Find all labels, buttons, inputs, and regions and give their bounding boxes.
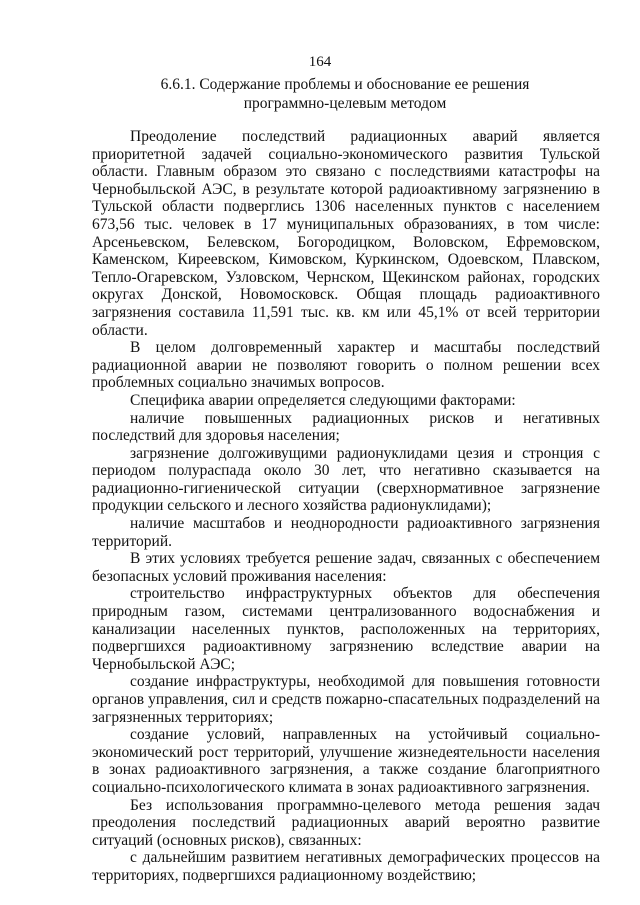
list-item: строительство инфраструктурных объектов для обеспечения природным газом, системами централизованного водоснабжения и канализации населенных пунктов, расположенных на территориях, подвергшихся радиоактивному загрязнению вследствие аварии на Чернобыльской АЭС;	[92, 585, 600, 673]
section-title	[90, 76, 600, 113]
list-item: создание инфраструктуры, необходимой для повышения готовности органов управления, сил и средств пожарно-спасательных подразделений на загрязненных территориях;	[92, 673, 600, 726]
paragraph: Преодоление последствий радиационных аварий является приоритетной задачей социально-экономического развития Тульской области. Главным образом это связано с последствиями катастрофы на Чернобыльской АЭС, в результате которой радиоактивному загрязнению в Тульской области подверглись 1306 населенных пунктов с населением 673,56 тыс. человек в 17 муниципальных образованиях, в том числе: Арсеньевском, Белевском, Богородицком, Воловском, Ефремовском, Каменском, Киреевском, Кимовском, Куркинском, Одоевском, Плавском, Тепло-Огаревском, Узловском, Чернском, Щекинском районах, городских округах Донской, Новомосковск. Общая площадь радиоактивного загрязнения составила 11,591 тыс. кв. км или 45,1% от всей территории области.	[92, 128, 600, 339]
list-item: наличие повышенных радиационных рисков и негативных последствий для здоровья населения;	[92, 409, 600, 445]
list-item: с дальнейшим развитием негативных демографических процессов на территориях, подвергшихся радиационному воздействию;	[92, 849, 600, 884]
list-item: загрязнение долгоживущими радионуклидами цезия и стронция с периодом полураспада около 30 лет, что негативно сказывается на радиационно-гигиенической ситуации (сверхнормативное загрязнение продукции сельского и лесного хозяйства радионуклидами);	[92, 444, 600, 515]
paragraph: В целом долговременный характер и масштабы последствий радиационной аварии не позволяют говорить о полном решении всех проблемных социально значимых вопросов.	[92, 339, 600, 392]
body-text	[92, 128, 600, 885]
list-item: наличие масштабов и неоднородности радиоактивного загрязнения территорий.	[92, 515, 600, 550]
section-title-line-2: программно-целевым методом	[243, 94, 447, 112]
list-item: создание условий, направленных на устойчивый социально-экономический рост территорий, улучшение жизнедеятельности населения в зонах радиоактивного загрязнения, а также создание благоприятного социально-психологического климата в зонах радиоактивного загрязнения.	[92, 726, 600, 796]
paragraph: Без использования программно-целевого метода решения задач преодоления последствий радиационных аварий вероятно развитие ситуаций (основных рисков), связанных:	[92, 796, 600, 849]
page-number: 164	[308, 54, 332, 70]
paragraph: В этих условиях требуется решение задач, связанных с обеспечением безопасных условий проживания населения:	[92, 550, 600, 585]
paragraph: Специфика аварии определяется следующими факторами:	[130, 391, 516, 409]
section-title-line-1: 6.6.1. Содержание проблемы и обоснование ее решения	[160, 76, 530, 93]
